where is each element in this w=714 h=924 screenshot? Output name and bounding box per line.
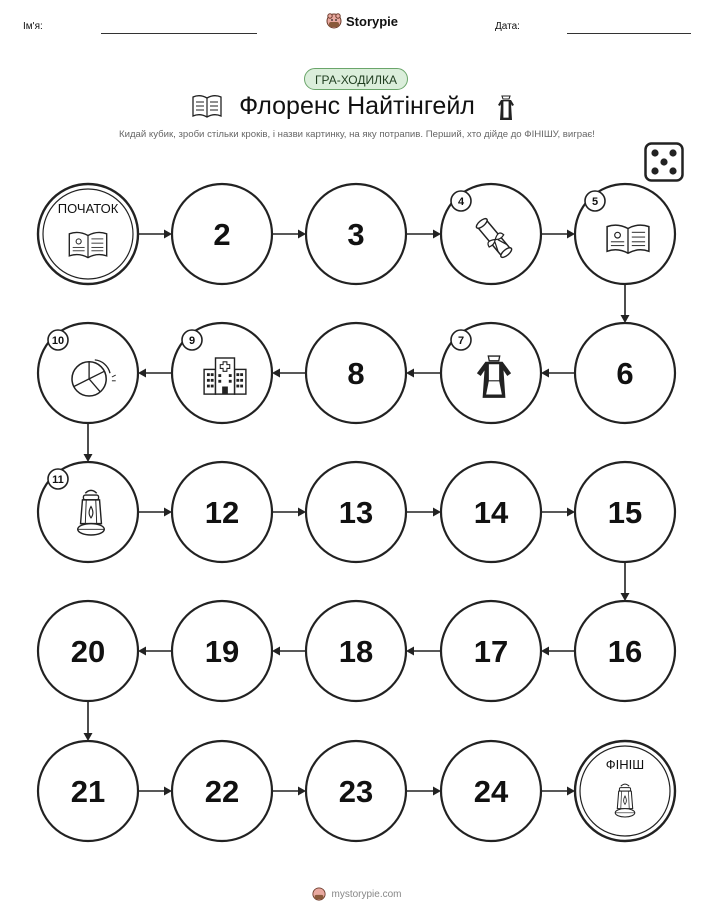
path-arrow bbox=[272, 230, 306, 239]
badge-number: 9 bbox=[188, 335, 196, 347]
board-cell-25[interactable] bbox=[575, 741, 675, 841]
path-arrow bbox=[541, 369, 575, 378]
footer-url[interactable]: mystorypie.com bbox=[331, 888, 402, 900]
path-arrow bbox=[84, 423, 93, 462]
cell-number: 13 bbox=[338, 495, 374, 530]
path-arrow bbox=[406, 647, 441, 656]
cell-number: 20 bbox=[70, 634, 106, 669]
instructions: Кидай кубик, зроби стільки кроків, і назви картинку, на яку потрапив. Перший, хто дійде до ФІНІШУ, виграє! bbox=[119, 129, 595, 140]
cell-number-badge bbox=[451, 330, 471, 350]
board-cell-10[interactable] bbox=[38, 323, 138, 423]
cell-number: 15 bbox=[607, 495, 643, 530]
board-cell-20[interactable] bbox=[38, 601, 138, 701]
cell-number: 17 bbox=[473, 634, 509, 669]
path-arrow bbox=[272, 508, 306, 517]
book-icon bbox=[607, 225, 649, 253]
book-icon bbox=[69, 232, 106, 257]
path-arrow bbox=[406, 369, 441, 378]
cell-number: 6 bbox=[616, 356, 634, 391]
path-arrow bbox=[138, 369, 172, 378]
cell-number: 22 bbox=[204, 774, 240, 809]
board-cell-19[interactable] bbox=[172, 601, 272, 701]
board-cell-15[interactable] bbox=[575, 462, 675, 562]
cell-number-badge bbox=[585, 191, 605, 211]
start-label: ПОЧАТОК bbox=[57, 201, 119, 216]
game-type-badge: ГРА-ХОДИЛКА bbox=[304, 68, 408, 90]
path-arrow bbox=[272, 369, 306, 378]
board-cell-24[interactable] bbox=[441, 741, 541, 841]
path-arrow bbox=[621, 562, 630, 601]
board-cell-21[interactable] bbox=[38, 741, 138, 841]
badge-number: 7 bbox=[457, 335, 465, 347]
cell-number: 23 bbox=[338, 774, 374, 809]
board-cell-1[interactable] bbox=[38, 184, 138, 284]
storypie-mascot-icon bbox=[312, 887, 326, 901]
cell-number: 14 bbox=[473, 495, 509, 530]
path-arrow bbox=[138, 508, 172, 517]
badge-number: 4 bbox=[457, 196, 465, 208]
path-arrow bbox=[541, 787, 575, 796]
board-cell-23[interactable] bbox=[306, 741, 406, 841]
path-arrow bbox=[138, 647, 172, 656]
board-cell-22[interactable] bbox=[172, 741, 272, 841]
board-cell-18[interactable] bbox=[306, 601, 406, 701]
board-cell-4[interactable] bbox=[441, 184, 541, 284]
path-arrow bbox=[406, 508, 441, 517]
cell-number: 24 bbox=[473, 774, 509, 809]
path-arrow bbox=[541, 508, 575, 517]
name-label: Ім'я: bbox=[23, 21, 43, 32]
board-cell-8[interactable] bbox=[306, 323, 406, 423]
cell-number-badge bbox=[48, 469, 68, 489]
cell-number: 8 bbox=[347, 356, 365, 391]
footer bbox=[0, 887, 714, 901]
cell-number: 12 bbox=[204, 495, 240, 530]
path-arrow bbox=[406, 230, 441, 239]
page-title: Флоренс Найтінгейл bbox=[239, 92, 475, 120]
board-cell-3[interactable] bbox=[306, 184, 406, 284]
board-cell-2[interactable] bbox=[172, 184, 272, 284]
cell-number: 21 bbox=[70, 774, 106, 809]
path-arrow bbox=[406, 787, 441, 796]
cell-number: 19 bbox=[204, 634, 240, 669]
cell-number: 18 bbox=[338, 634, 374, 669]
cell-number-badge bbox=[48, 330, 68, 350]
cell-number-badge bbox=[182, 330, 202, 350]
finish-label: ФІНІШ bbox=[605, 757, 645, 772]
brand-name: Storypie bbox=[346, 13, 399, 29]
cell-number-badge bbox=[451, 191, 471, 211]
board-cell-14[interactable] bbox=[441, 462, 541, 562]
path-arrow bbox=[541, 230, 575, 239]
cell-number: 3 bbox=[347, 217, 365, 252]
board-cell-9[interactable] bbox=[172, 323, 272, 423]
badge-number: 5 bbox=[591, 196, 599, 208]
badge-number: 10 bbox=[51, 335, 65, 347]
cell-number: 2 bbox=[213, 217, 231, 252]
badge-number: 11 bbox=[52, 474, 64, 486]
path-arrow bbox=[621, 284, 630, 323]
path-arrow bbox=[272, 787, 306, 796]
board-cell-5[interactable] bbox=[575, 184, 675, 284]
path-arrow bbox=[84, 701, 93, 741]
board-cell-17[interactable] bbox=[441, 601, 541, 701]
board-cell-12[interactable] bbox=[172, 462, 272, 562]
path-arrow bbox=[541, 647, 575, 656]
board-cell-16[interactable] bbox=[575, 601, 675, 701]
board-cell-7[interactable] bbox=[441, 323, 541, 423]
path-arrow bbox=[138, 230, 172, 239]
board-cell-11[interactable] bbox=[38, 462, 138, 562]
board-cell-6[interactable] bbox=[575, 323, 675, 423]
date-label: Дата: bbox=[495, 21, 520, 32]
board-cell-13[interactable] bbox=[306, 462, 406, 562]
path-arrow bbox=[138, 787, 172, 796]
cell-number: 16 bbox=[607, 634, 643, 669]
path-arrow bbox=[272, 647, 306, 656]
